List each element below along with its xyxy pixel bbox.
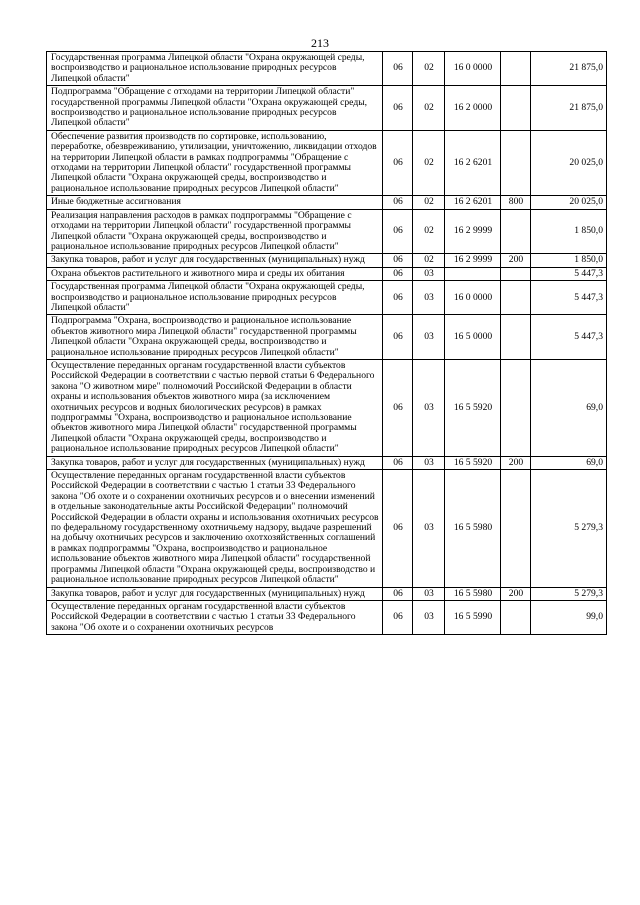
page-number: 213 xyxy=(311,36,329,50)
subsection-code-cell: 02 xyxy=(413,52,445,86)
subsection-code-cell: 03 xyxy=(413,359,445,456)
expense-type-cell xyxy=(501,86,531,131)
budget-table-body xyxy=(47,52,607,635)
subsection-code-cell: 03 xyxy=(413,587,445,600)
expense-type-cell xyxy=(501,315,531,360)
section-code-cell: 06 xyxy=(383,52,413,86)
section-code-cell: 06 xyxy=(383,86,413,131)
table-row xyxy=(47,52,607,86)
target-article-cell: 16 2 6201 xyxy=(445,130,501,195)
expense-type-cell: 200 xyxy=(501,456,531,469)
expense-type-cell: 800 xyxy=(501,196,531,209)
table-row xyxy=(47,209,607,254)
expense-name-cell: Государственная программа Липецкой области "Охрана окружающей среды, воспроизводство и рациональное использование природных ресурсов Липецкой области" xyxy=(47,281,383,315)
section-code-cell: 06 xyxy=(383,456,413,469)
target-article-cell: 16 5 5980 xyxy=(445,587,501,600)
amount-cell: 1 850,0 xyxy=(531,254,607,267)
expense-name-cell: Реализация направления расходов в рамках подпрограммы "Обращение с отходами на территории Липецкой области" государственной программы Липецкой области "Охрана окружающей среды, воспроизводство и рациональное использование природных ресурсов Липецкой области" xyxy=(47,209,383,254)
section-code-cell: 06 xyxy=(383,600,413,634)
amount-cell: 5 279,3 xyxy=(531,587,607,600)
target-article-cell: 16 2 0000 xyxy=(445,86,501,131)
section-code-cell: 06 xyxy=(383,470,413,587)
subsection-code-cell: 03 xyxy=(413,315,445,360)
subsection-code-cell: 02 xyxy=(413,86,445,131)
expense-type-cell xyxy=(501,52,531,86)
subsection-code-cell: 02 xyxy=(413,130,445,195)
target-article-cell: 16 2 9999 xyxy=(445,209,501,254)
subsection-code-cell: 03 xyxy=(413,600,445,634)
section-code-cell: 06 xyxy=(383,196,413,209)
section-code-cell: 06 xyxy=(383,267,413,280)
target-article-cell: 16 0 0000 xyxy=(445,281,501,315)
expense-name-cell: Закупка товаров, работ и услуг для государственных (муниципальных) нужд xyxy=(47,254,383,267)
subsection-code-cell: 02 xyxy=(413,196,445,209)
target-article-cell: 16 2 6201 xyxy=(445,196,501,209)
expense-name-cell: Закупка товаров, работ и услуг для государственных (муниципальных) нужд xyxy=(47,587,383,600)
subsection-code-cell: 03 xyxy=(413,281,445,315)
target-article-cell: 16 0 0000 xyxy=(445,52,501,86)
amount-cell: 1 850,0 xyxy=(531,209,607,254)
expense-type-cell xyxy=(501,281,531,315)
amount-cell: 99,0 xyxy=(531,600,607,634)
table-row xyxy=(47,456,607,469)
amount-cell: 21 875,0 xyxy=(531,86,607,131)
section-code-cell: 06 xyxy=(383,281,413,315)
section-code-cell: 06 xyxy=(383,587,413,600)
subsection-code-cell: 03 xyxy=(413,470,445,587)
subsection-code-cell: 02 xyxy=(413,254,445,267)
expense-name-cell: Осуществление переданных органам государственной власти субъектов Российской Федерации в соответствии с частью 1 статьи 33 Федерального закона "Об охоте и о сохранении охотничьих ресурсов xyxy=(47,600,383,634)
expense-type-cell xyxy=(501,359,531,456)
table-row xyxy=(47,587,607,600)
amount-cell: 5 447,3 xyxy=(531,315,607,360)
table-row xyxy=(47,281,607,315)
budget-table xyxy=(46,51,607,635)
table-row xyxy=(47,600,607,634)
target-article-cell: 16 5 5920 xyxy=(445,456,501,469)
section-code-cell: 06 xyxy=(383,130,413,195)
amount-cell: 69,0 xyxy=(531,456,607,469)
section-code-cell: 06 xyxy=(383,315,413,360)
amount-cell: 5 447,3 xyxy=(531,281,607,315)
expense-name-cell: Подпрограмма "Обращение с отходами на территории Липецкой области" государственной программы Липецкой области "Охрана окружающей среды, воспроизводство и рациональное использование природных ресурсов Липецкой области" xyxy=(47,86,383,131)
amount-cell: 69,0 xyxy=(531,359,607,456)
table-row xyxy=(47,470,607,587)
expense-name-cell: Охрана объектов растительного и животного мира и среды их обитания xyxy=(47,267,383,280)
expense-name-cell: Закупка товаров, работ и услуг для государственных (муниципальных) нужд xyxy=(47,456,383,469)
subsection-code-cell: 03 xyxy=(413,456,445,469)
target-article-cell: 16 5 5990 xyxy=(445,600,501,634)
target-article-cell: 16 2 9999 xyxy=(445,254,501,267)
table-row xyxy=(47,254,607,267)
table-row xyxy=(47,267,607,280)
expense-type-cell: 200 xyxy=(501,587,531,600)
expense-name-cell: Осуществление переданных органам государственной власти субъектов Российской Федерации в соответствии с частью 1 статьи 33 Федерального закона "Об охоте и о сохранении охотничьих ресурсов и о внесении изменений в отдельные законодательные акты Российской Федерации" полномочий Российской Федерации в области охраны и использования охотничьих ресурсов по федеральному государственному охотничьему надзору, выдаче разрешений на добычу охотничьих ресурсов и заключению охотхозяйственных соглашений в рамках подпрограммы "Охрана, воспроизводство и рациональное использование объектов животного мира Липецкой области" государственной программы Липецкой области "Охрана окружающей среды, воспроизводство и рациональное использование природных ресурсов Липецкой области" xyxy=(47,470,383,587)
amount-cell: 5 279,3 xyxy=(531,470,607,587)
expense-name-cell: Обеспечение развития производств по сортировке, использованию, переработке, обезвреживанию, утилизации, уничтожению, ликвидации отходов на территории Липецкой области в рамках подпрограммы "Обращение с отходами на территории Липецкой области" государственной программы Липецкой области "Охрана окружающей среды, воспроизводство и рациональное использование природных ресурсов Липецкой области" xyxy=(47,130,383,195)
target-article-cell: 16 5 5980 xyxy=(445,470,501,587)
expense-type-cell: 200 xyxy=(501,254,531,267)
target-article-cell: 16 5 0000 xyxy=(445,315,501,360)
expense-name-cell: Государственная программа Липецкой области "Охрана окружающей среды, воспроизводство и рациональное использование природных ресурсов Липецкой области" xyxy=(47,52,383,86)
expense-type-cell xyxy=(501,470,531,587)
amount-cell: 21 875,0 xyxy=(531,52,607,86)
section-code-cell: 06 xyxy=(383,254,413,267)
target-article-cell xyxy=(445,267,501,280)
expense-type-cell xyxy=(501,267,531,280)
table-row xyxy=(47,86,607,131)
target-article-cell: 16 5 5920 xyxy=(445,359,501,456)
table-row xyxy=(47,359,607,456)
expense-type-cell xyxy=(501,600,531,634)
amount-cell: 5 447,3 xyxy=(531,267,607,280)
expense-type-cell xyxy=(501,130,531,195)
expense-name-cell: Осуществление переданных органам государственной власти субъектов Российской Федерации в соответствии с частью первой статьи 6 Федерального закона "О животном мире" полномочий Российской Федерации в области охраны и использования объектов животного мира (за исключением охотничьих ресурсов и водных биологических ресурсов) в рамках подпрограммы "Охрана, воспроизводство и рациональное использование объектов животного мира Липецкой области" государственной программы Липецкой области "Охрана окружающей среды, воспроизводство и рациональное использование природных ресурсов Липецкой области" xyxy=(47,359,383,456)
section-code-cell: 06 xyxy=(383,359,413,456)
subsection-code-cell: 02 xyxy=(413,209,445,254)
amount-cell: 20 025,0 xyxy=(531,130,607,195)
table-row xyxy=(47,130,607,195)
table-row xyxy=(47,315,607,360)
expense-name-cell: Подпрограмма "Охрана, воспроизводство и рациональное использование объектов животного мира Липецкой области" государственной программы Липецкой области "Охрана окружающей среды, воспроизводство и рациональное использование природных ресурсов Липецкой области" xyxy=(47,315,383,360)
expense-name-cell: Иные бюджетные ассигнования xyxy=(47,196,383,209)
subsection-code-cell: 03 xyxy=(413,267,445,280)
table-row xyxy=(47,196,607,209)
amount-cell: 20 025,0 xyxy=(531,196,607,209)
section-code-cell: 06 xyxy=(383,209,413,254)
expense-type-cell xyxy=(501,209,531,254)
